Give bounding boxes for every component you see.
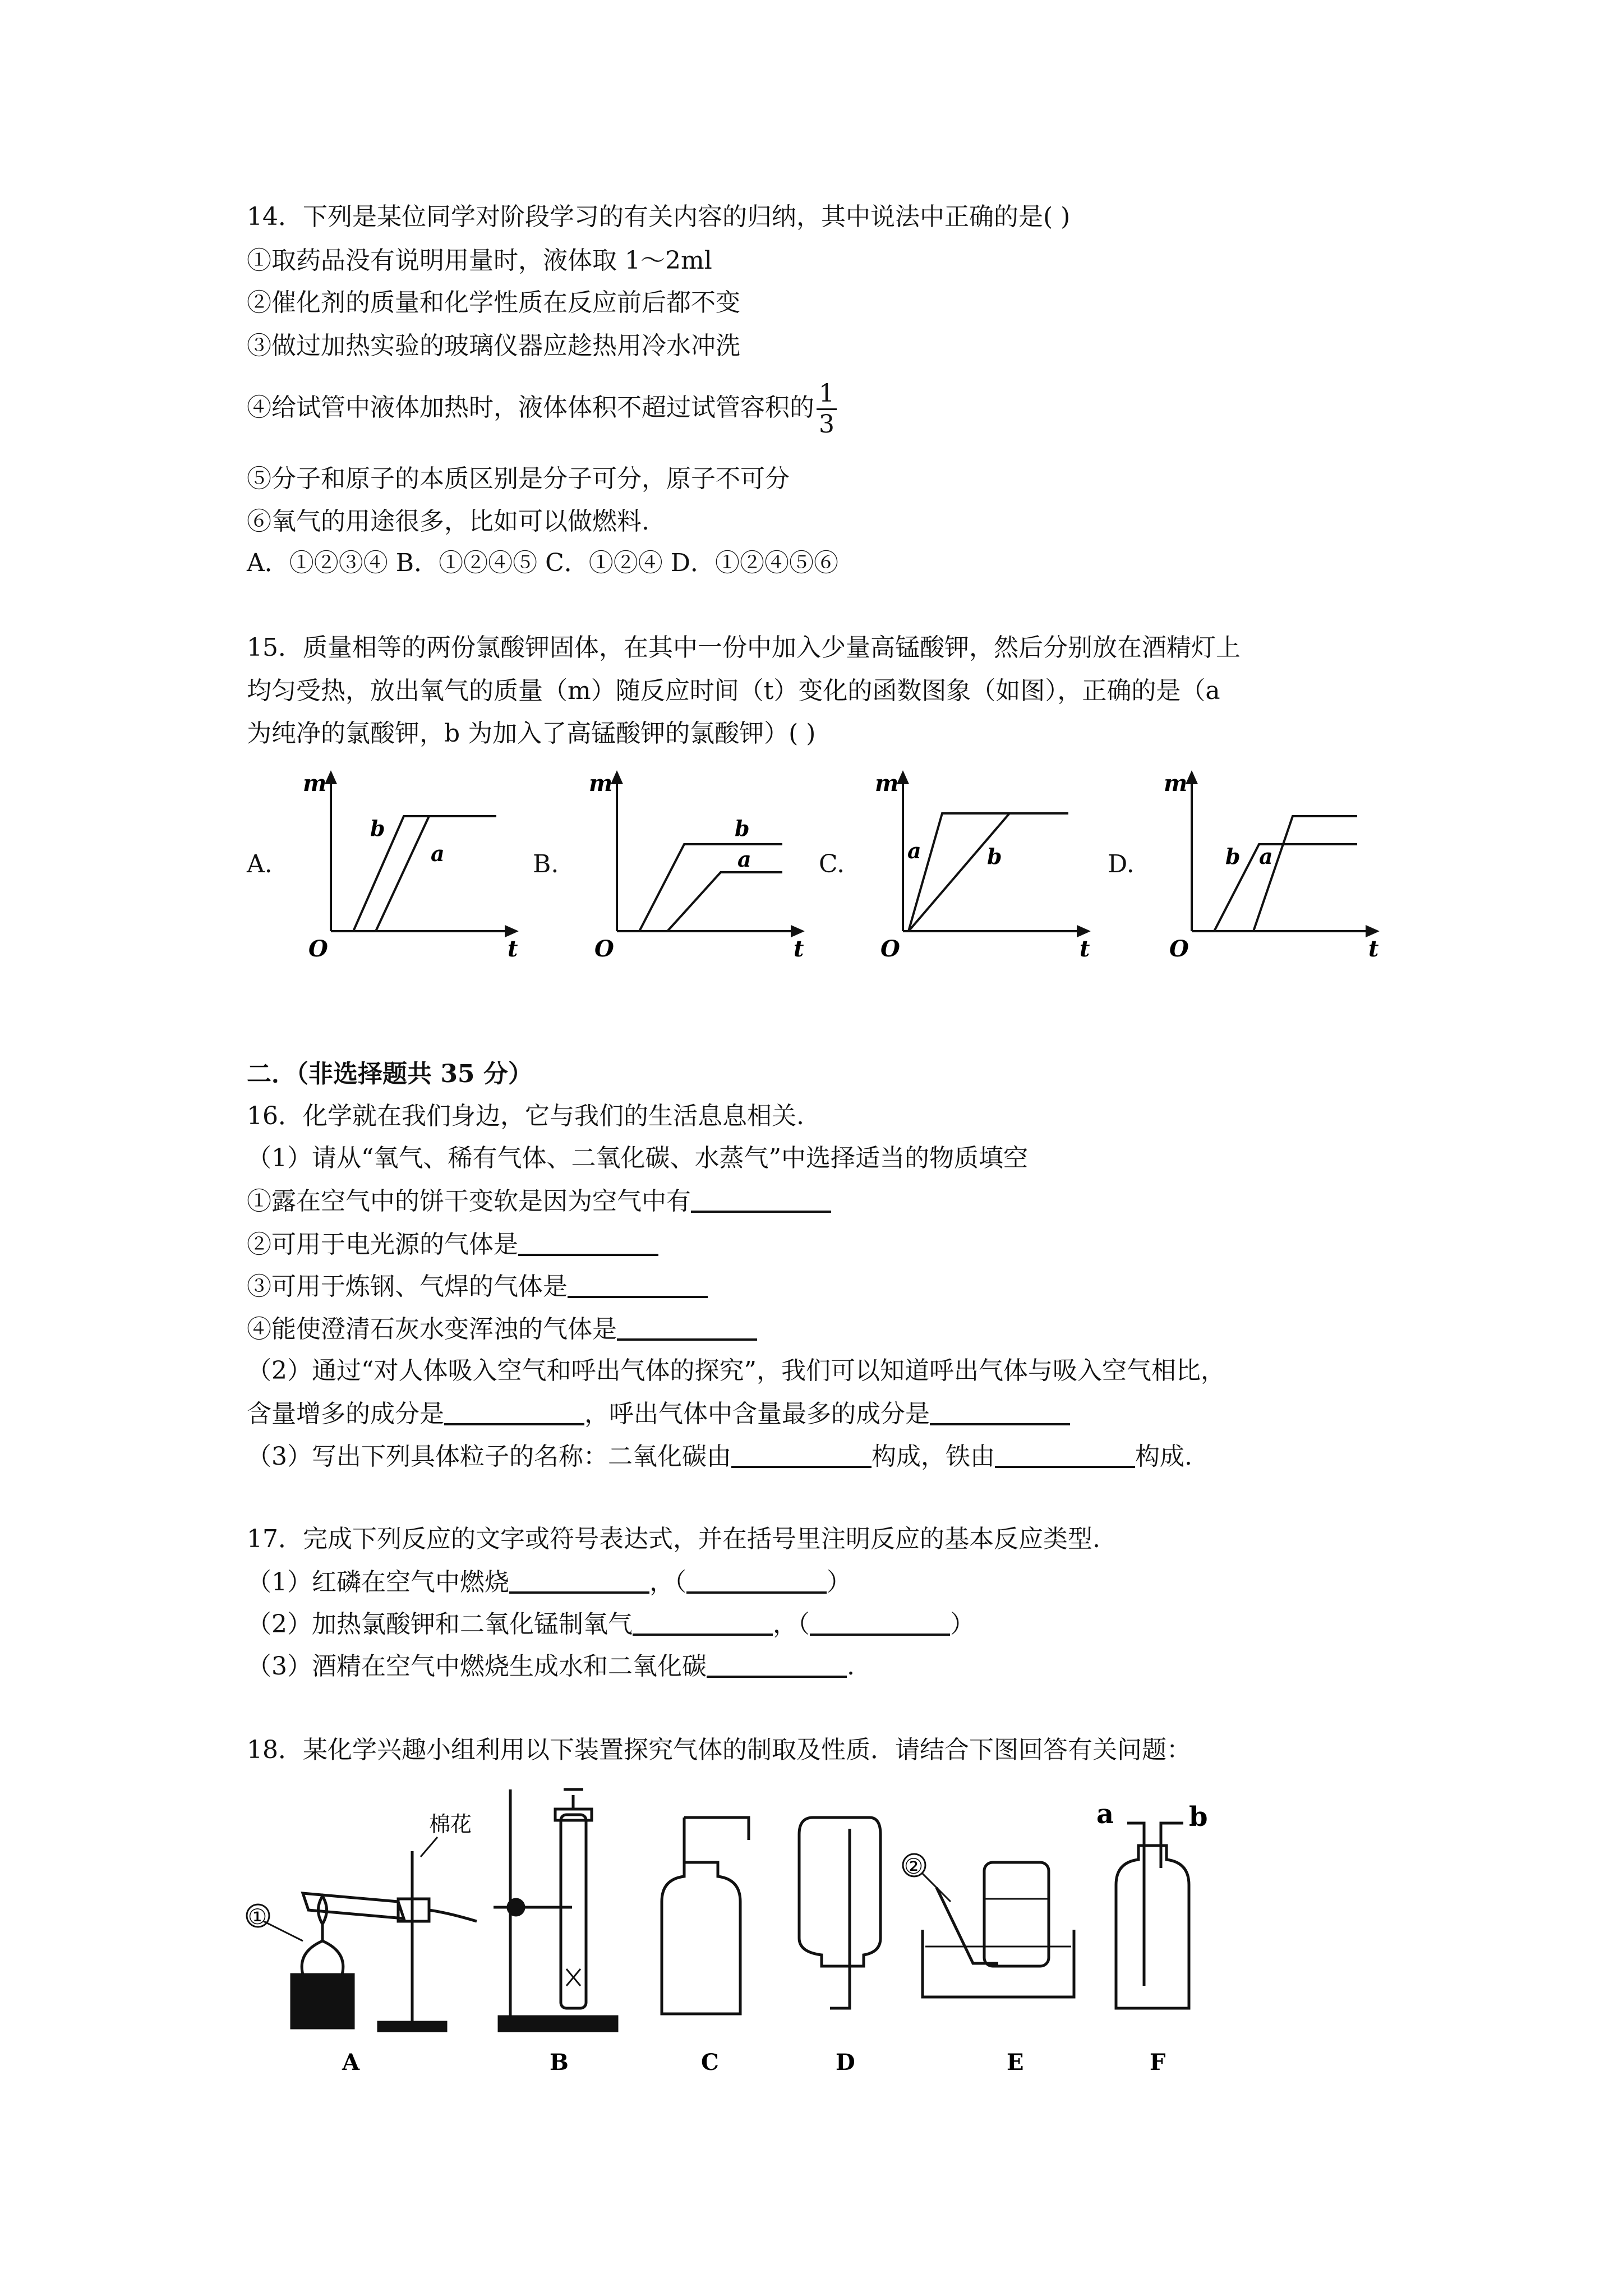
apparatus-labels [342, 2049, 1165, 2076]
origin-label: O [308, 936, 328, 959]
bottle [662, 1862, 740, 2014]
q15-option-b-label: B. [533, 850, 559, 878]
q16-part2-text-b: ，呼出气体中含量最多的成分是 [584, 1400, 930, 1428]
series-label-a: a [1259, 844, 1273, 869]
apparatus-d [799, 1818, 880, 2008]
q16-part1: （1）请从“氧气、稀有气体、二氧化碳、水蒸气”中选择适当的物质填空 [247, 1144, 1028, 1172]
answer-blank[interactable] [568, 1273, 708, 1298]
q17-item-1-sep: ，（ [649, 1568, 686, 1596]
series-label-b: b [735, 816, 750, 841]
clamp-knob [508, 1899, 524, 1915]
q16-part3-text-c: 构成. [1135, 1442, 1192, 1471]
y-axis-arrow [326, 773, 335, 783]
test-tube [561, 1815, 586, 2008]
y-axis-arrow [1187, 773, 1196, 783]
q16-item-4: ④能使澄清石灰水变浑浊的气体是 [247, 1315, 617, 1343]
answer-blank[interactable] [633, 1611, 773, 1636]
curve-b [909, 813, 1009, 931]
x-axis-label: t [1368, 936, 1379, 959]
origin-label: O [594, 936, 614, 959]
q15-graph-a [286, 763, 533, 959]
y-axis-arrow [612, 773, 621, 783]
x-axis-arrow [792, 927, 802, 936]
q16-item-3-row [247, 1273, 708, 1299]
tube-a [1127, 1823, 1144, 1986]
origin-label: O [1169, 936, 1189, 959]
q15-option-a-label: A. [247, 850, 273, 878]
q16-item-2-row [247, 1231, 658, 1257]
q17-item-2-sep: ，（ [773, 1610, 810, 1639]
q14-item-3: ③做过加热实验的玻璃仪器应趁热用冷水冲洗 [247, 332, 740, 360]
answer-blank[interactable] [731, 1443, 872, 1468]
inverted-bottle [799, 1818, 880, 1966]
series-label-a: a [907, 838, 921, 863]
q15-option-d-label: D. [1108, 850, 1135, 878]
q18-stem: 18．某化学兴趣小组利用以下装置探究气体的制取及性质．请结合下图回答有关问题： [247, 1736, 1191, 1764]
q16-part3-text-a: （3）写出下列具体粒子的名称：二氧化碳由 [247, 1442, 731, 1471]
q16-part2-text-a: 含量增多的成分是 [247, 1400, 444, 1428]
apparatus-b [494, 1789, 617, 2031]
bottle [1116, 1846, 1189, 2008]
apparatus-a [247, 1837, 477, 2031]
q14-item-2: ②催化剂的质量和化学性质在反应前后都不变 [247, 288, 740, 317]
q15-stem-2: 均匀受热，放出氧气的质量（m）随反应时间（t）变化的函数图象（如图），正确的是（a [247, 677, 1220, 705]
q14-item-4-row [247, 381, 837, 437]
y-axis-label: m [1164, 770, 1188, 797]
x-axis-arrow [506, 927, 516, 936]
q17-item-2-text: （2）加热氯酸钾和二氧化锰制氧气 [247, 1610, 633, 1639]
q16-item-2: ②可用于电光源的气体是 [247, 1230, 518, 1259]
fraction-numerator: 1 [817, 381, 837, 410]
callout-2-pointer [923, 1874, 951, 1902]
apparatus-label-b: B [550, 2049, 569, 2076]
q17-item-3-text: （3）酒精在空气中燃烧生成水和二氧化碳 [247, 1652, 707, 1681]
alcohol-lamp [302, 1941, 343, 1975]
answer-blank[interactable] [617, 1316, 757, 1341]
apparatus-c [662, 1818, 749, 2014]
q17-item-2 [247, 1611, 975, 1637]
gas-jar [984, 1862, 1049, 1966]
apparatus-label-c: C [701, 2049, 719, 2076]
q16-part2-line1: （2）通过“对人体吸入空气和呼出气体的探究”，我们可以知道呼出气体与吸入空气相比， [247, 1356, 1225, 1385]
curve-a [909, 813, 1068, 931]
lamp-pointer [264, 1921, 303, 1941]
q15-stem-1: 15．质量相等的两份氯酸钾固体，在其中一份中加入少量高锰酸钾，然后分别放在酒精灯上 [247, 633, 1241, 662]
fraction [817, 381, 837, 437]
answer-blank[interactable] [707, 1653, 847, 1678]
answer-blank[interactable] [518, 1231, 658, 1256]
origin-label: O [880, 936, 900, 959]
stand-base [499, 2017, 617, 2031]
q16-part3-text-b: 构成，铁由 [872, 1442, 995, 1471]
stand-base [379, 2022, 446, 2031]
q14-item-6: ⑥氧气的用途很多，比如可以做燃料. [247, 507, 649, 536]
section-2-title: 二．（非选择题共 35 分） [247, 1060, 533, 1088]
q15-stem-3: 为纯净的氯酸钾，b 为加入了高锰酸钾的氯酸钾）( ) [247, 719, 816, 748]
series-label-b: b [987, 844, 1002, 869]
series-label-b: b [1225, 844, 1241, 869]
curve-a [1253, 816, 1357, 931]
q17-item-3 [247, 1653, 855, 1679]
answer-blank[interactable] [810, 1611, 950, 1636]
q15-graph-b [572, 763, 819, 959]
answer-blank[interactable] [686, 1569, 827, 1594]
apparatus-e [903, 1854, 1074, 1997]
q14-options: A．①②③④ B．①②④⑤ C．①②④ D．①②④⑤⑥ [247, 549, 839, 577]
callout-1-label: ① [248, 1904, 268, 1929]
apparatus-label-e: E [1007, 2049, 1024, 2076]
q18-apparatus-figure [236, 1784, 1256, 2076]
q15-graph-c [858, 763, 1105, 959]
x-axis-label: t [1080, 936, 1090, 959]
x-axis-arrow [1078, 927, 1088, 936]
q14-stem: 14．下列是某位同学对阶段学习的有关内容的归纳，其中说法中正确的是( ) [247, 203, 1071, 231]
delivery-tube [429, 1910, 477, 1921]
y-axis-arrow [898, 773, 907, 783]
q14-item-5: ⑤分子和原子的本质区别是分子可分，原子不可分 [247, 464, 790, 493]
answer-blank[interactable] [509, 1569, 649, 1594]
solid-reagent [566, 1969, 580, 1986]
q17-item-1-end: ） [827, 1568, 851, 1596]
q17-item-3-end: . [847, 1652, 855, 1681]
answer-blank[interactable] [691, 1188, 831, 1213]
y-axis-label: m [589, 770, 613, 797]
q15-graph-d [1147, 763, 1394, 959]
apparatus-label-f: F [1150, 2049, 1166, 2076]
answer-blank[interactable] [995, 1443, 1135, 1468]
apparatus-f [1116, 1823, 1189, 2008]
q17-item-1-text: （1）红磷在空气中燃烧 [247, 1568, 509, 1596]
q16-part3 [247, 1443, 1192, 1469]
x-axis-arrow [1367, 927, 1377, 936]
port-a-label: a [1096, 1798, 1114, 1830]
q17-item-1 [247, 1569, 851, 1595]
lamp-base-block [292, 1975, 353, 2028]
callout-2-label: ② [904, 1854, 924, 1879]
answer-blank[interactable] [444, 1401, 584, 1425]
series-label-a: a [737, 846, 751, 872]
curve-b [639, 844, 782, 931]
q16-part2-line2 [247, 1401, 1070, 1427]
x-axis-label: t [794, 936, 804, 959]
q16-stem: 16．化学就在我们身边，它与我们的生活息息相关. [247, 1102, 804, 1130]
q14-item-1: ①取药品没有说明用量时，液体取 1～2ml [247, 246, 712, 275]
series-label-b: b [370, 816, 385, 841]
curve-a [667, 872, 782, 931]
q16-item-1: ①露在空气中的饼干变软是因为空气中有 [247, 1187, 691, 1216]
q17-stem: 17．完成下列反应的文字或符号表达式，并在括号里注明反应的基本反应类型. [247, 1525, 1100, 1553]
q17-item-2-end: ） [950, 1610, 975, 1639]
y-axis-label: m [875, 770, 899, 797]
y-axis-label: m [303, 770, 327, 797]
q16-item-1-row [247, 1188, 831, 1214]
inner-tube [830, 1829, 850, 2008]
fraction-denominator: 3 [819, 410, 834, 439]
cotton-label: 棉花 [429, 1812, 472, 1837]
answer-blank[interactable] [930, 1401, 1070, 1425]
series-label-a: a [431, 841, 445, 866]
apparatus-label-d: D [836, 2049, 855, 2076]
cotton-pointer [421, 1837, 437, 1857]
q15-option-c-label: C. [819, 850, 845, 878]
apparatus-label-a: A [342, 2049, 360, 2076]
x-axis-label: t [508, 936, 518, 959]
q16-item-3: ③可用于炼钢、气焊的气体是 [247, 1272, 568, 1301]
port-b-label: b [1189, 1801, 1208, 1833]
q16-item-4-row [247, 1316, 757, 1342]
q14-item-4: ④给试管中液体加热时，液体体积不超过试管容积的 [247, 393, 814, 422]
